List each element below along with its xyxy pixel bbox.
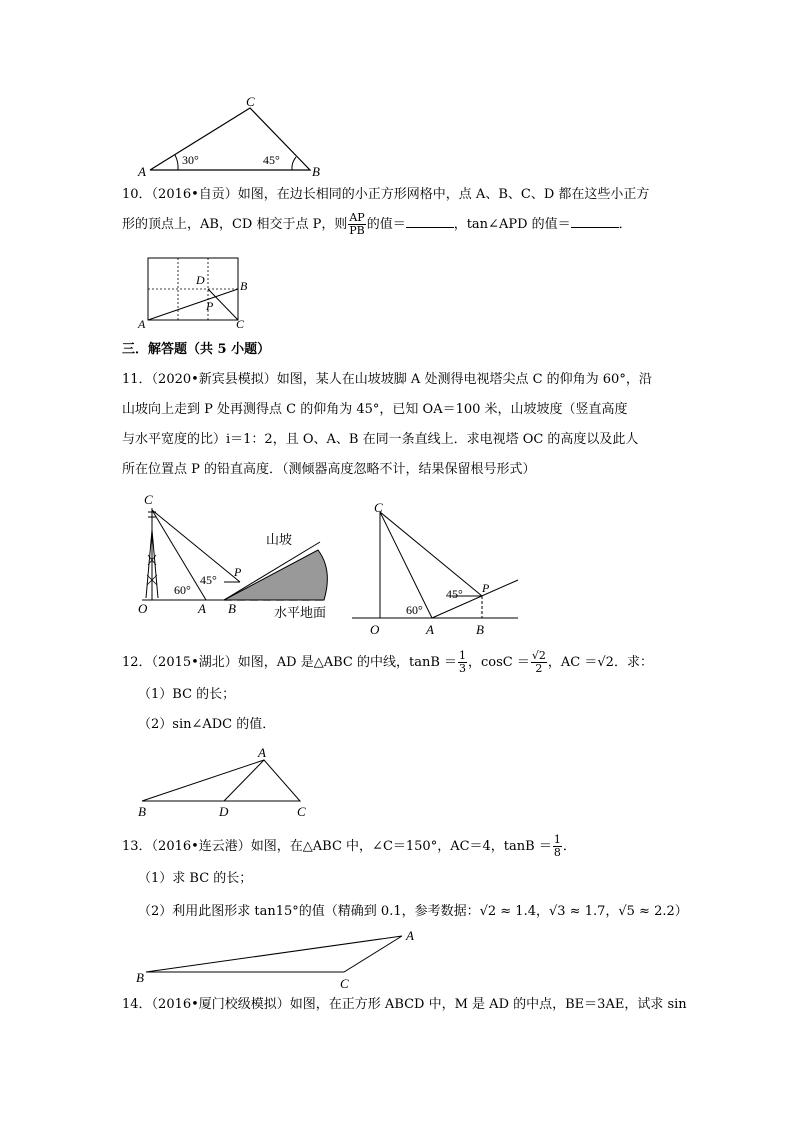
svg-text:O: O	[370, 622, 380, 637]
svg-text:C: C	[374, 500, 383, 515]
svg-text:D: D	[219, 804, 229, 819]
svg-text:山坡: 山坡	[266, 532, 293, 547]
angle-45-label: 45°	[263, 153, 280, 167]
q11-line4: 所在位置点 P 的铅直高度．（测倾器高度忽略不计，结果保留根号形式）	[122, 462, 536, 477]
svg-text:B: B	[240, 279, 248, 293]
q10-fraction: $\frac{AP}{PB}$	[349, 211, 365, 237]
q10-line1: 10．（2016•自贡）如图，在边长相同的小正方形网格中，点 A、B、C、D 都在这些小正方	[122, 187, 650, 202]
q10-blank-1	[406, 215, 454, 228]
svg-text:O: O	[138, 601, 148, 616]
svg-text:45°: 45°	[200, 573, 217, 587]
q12-part1: （1）BC 的长；	[138, 687, 236, 702]
svg-text:A: A	[198, 601, 206, 616]
q13-part1: （1）求 BC 的长；	[138, 871, 253, 886]
q11-line2: 山坡向上走到 P 处再测得点 C 的仰角为 45°，已知 OA＝100 米，山坡坡度（竖直高度	[122, 402, 628, 417]
vertex-c-label: C	[246, 94, 255, 109]
vertex-a-label: A	[138, 164, 146, 179]
figure-obtuse-triangle	[132, 926, 432, 996]
svg-text:P: P	[482, 581, 490, 595]
svg-text:A: A	[258, 746, 266, 760]
q10-line2: 形的顶点上，AB，CD 相交于点 P，则 $\frac{AP}{PB}$ 的值＝ ，tan∠APD 的值＝ ．	[122, 211, 632, 237]
svg-text:C: C	[236, 317, 245, 331]
figure-triangle-30-45	[130, 92, 330, 182]
svg-text:C: C	[340, 976, 349, 991]
svg-text:45°: 45°	[446, 587, 463, 601]
svg-text:A: A	[406, 928, 414, 943]
svg-text:B: B	[476, 622, 484, 637]
q10-blank-2	[571, 215, 619, 228]
q11-line3: 与水平宽度的比）i＝1：2，且 O、A、B 在同一条直线上．求电视塔 OC 的高度以及此人	[122, 432, 639, 447]
svg-text:B: B	[228, 601, 236, 616]
figure-grid-q10	[136, 252, 256, 332]
q13-tanB-fraction: $\frac{1}{8}$	[553, 833, 561, 859]
vertex-b-label: B	[312, 164, 320, 179]
q13-line1: 13．（2016•连云港）如图，在△ABC 中，∠C＝150°，AC＝4，tanB ＝ $\frac{1}{8}$ ．	[122, 833, 576, 859]
q13-part2: （2）利用此图形求 tan15°的值（精确到 0.1，参考数据：√2 ≈ 1.4，√3 ≈ 1.7，√5 ≈ 2.2）	[138, 904, 688, 919]
svg-text:B: B	[136, 970, 144, 985]
tanB-fraction: $\frac{1}{3}$	[459, 649, 467, 675]
figure-tower-hill	[128, 490, 338, 625]
cosC-fraction: $\frac{√2}{2}$	[531, 649, 546, 675]
svg-text:B: B	[138, 804, 146, 819]
figure-tower-geometry	[348, 500, 528, 640]
angle-30-label: 30°	[182, 153, 199, 167]
svg-text:D: D	[196, 273, 205, 287]
svg-text:水平地面: 水平地面	[274, 605, 327, 620]
q10-text: 形的顶点上，AB，CD 相交于点 P，则	[122, 217, 348, 232]
figure-median-triangle	[132, 746, 322, 821]
svg-text:60°: 60°	[406, 603, 423, 617]
q14-line1: 14．（2016•厦门校级模拟）如图，在正方形 ABCD 中，M 是 AD 的中点，BE＝3AE，试求 sin	[122, 997, 687, 1012]
svg-text:C: C	[144, 492, 153, 507]
q12-part2: （2）sin∠ADC 的值．	[138, 717, 276, 732]
svg-text:C: C	[297, 804, 306, 819]
q12-line1: 12．（2015•湖北）如图，AD 是△ABC 的中线，tanB ＝ $\frac{1}{3}$ ，cosC ＝ $\frac{√2}{2}$ ，AC ＝√2．求：	[122, 649, 653, 675]
svg-text:60°: 60°	[174, 583, 191, 597]
svg-text:P: P	[234, 565, 242, 579]
svg-text:A: A	[138, 317, 146, 331]
section-heading: 三．解答题（共 5 小题）	[122, 342, 271, 357]
svg-text:P: P	[206, 299, 214, 313]
q11-line1: 11．（2020•新宾县模拟）如图，某人在山坡坡脚 A 处测得电视塔尖点 C 的仰角为 60°，沿	[122, 372, 652, 387]
svg-text:A: A	[426, 622, 434, 637]
